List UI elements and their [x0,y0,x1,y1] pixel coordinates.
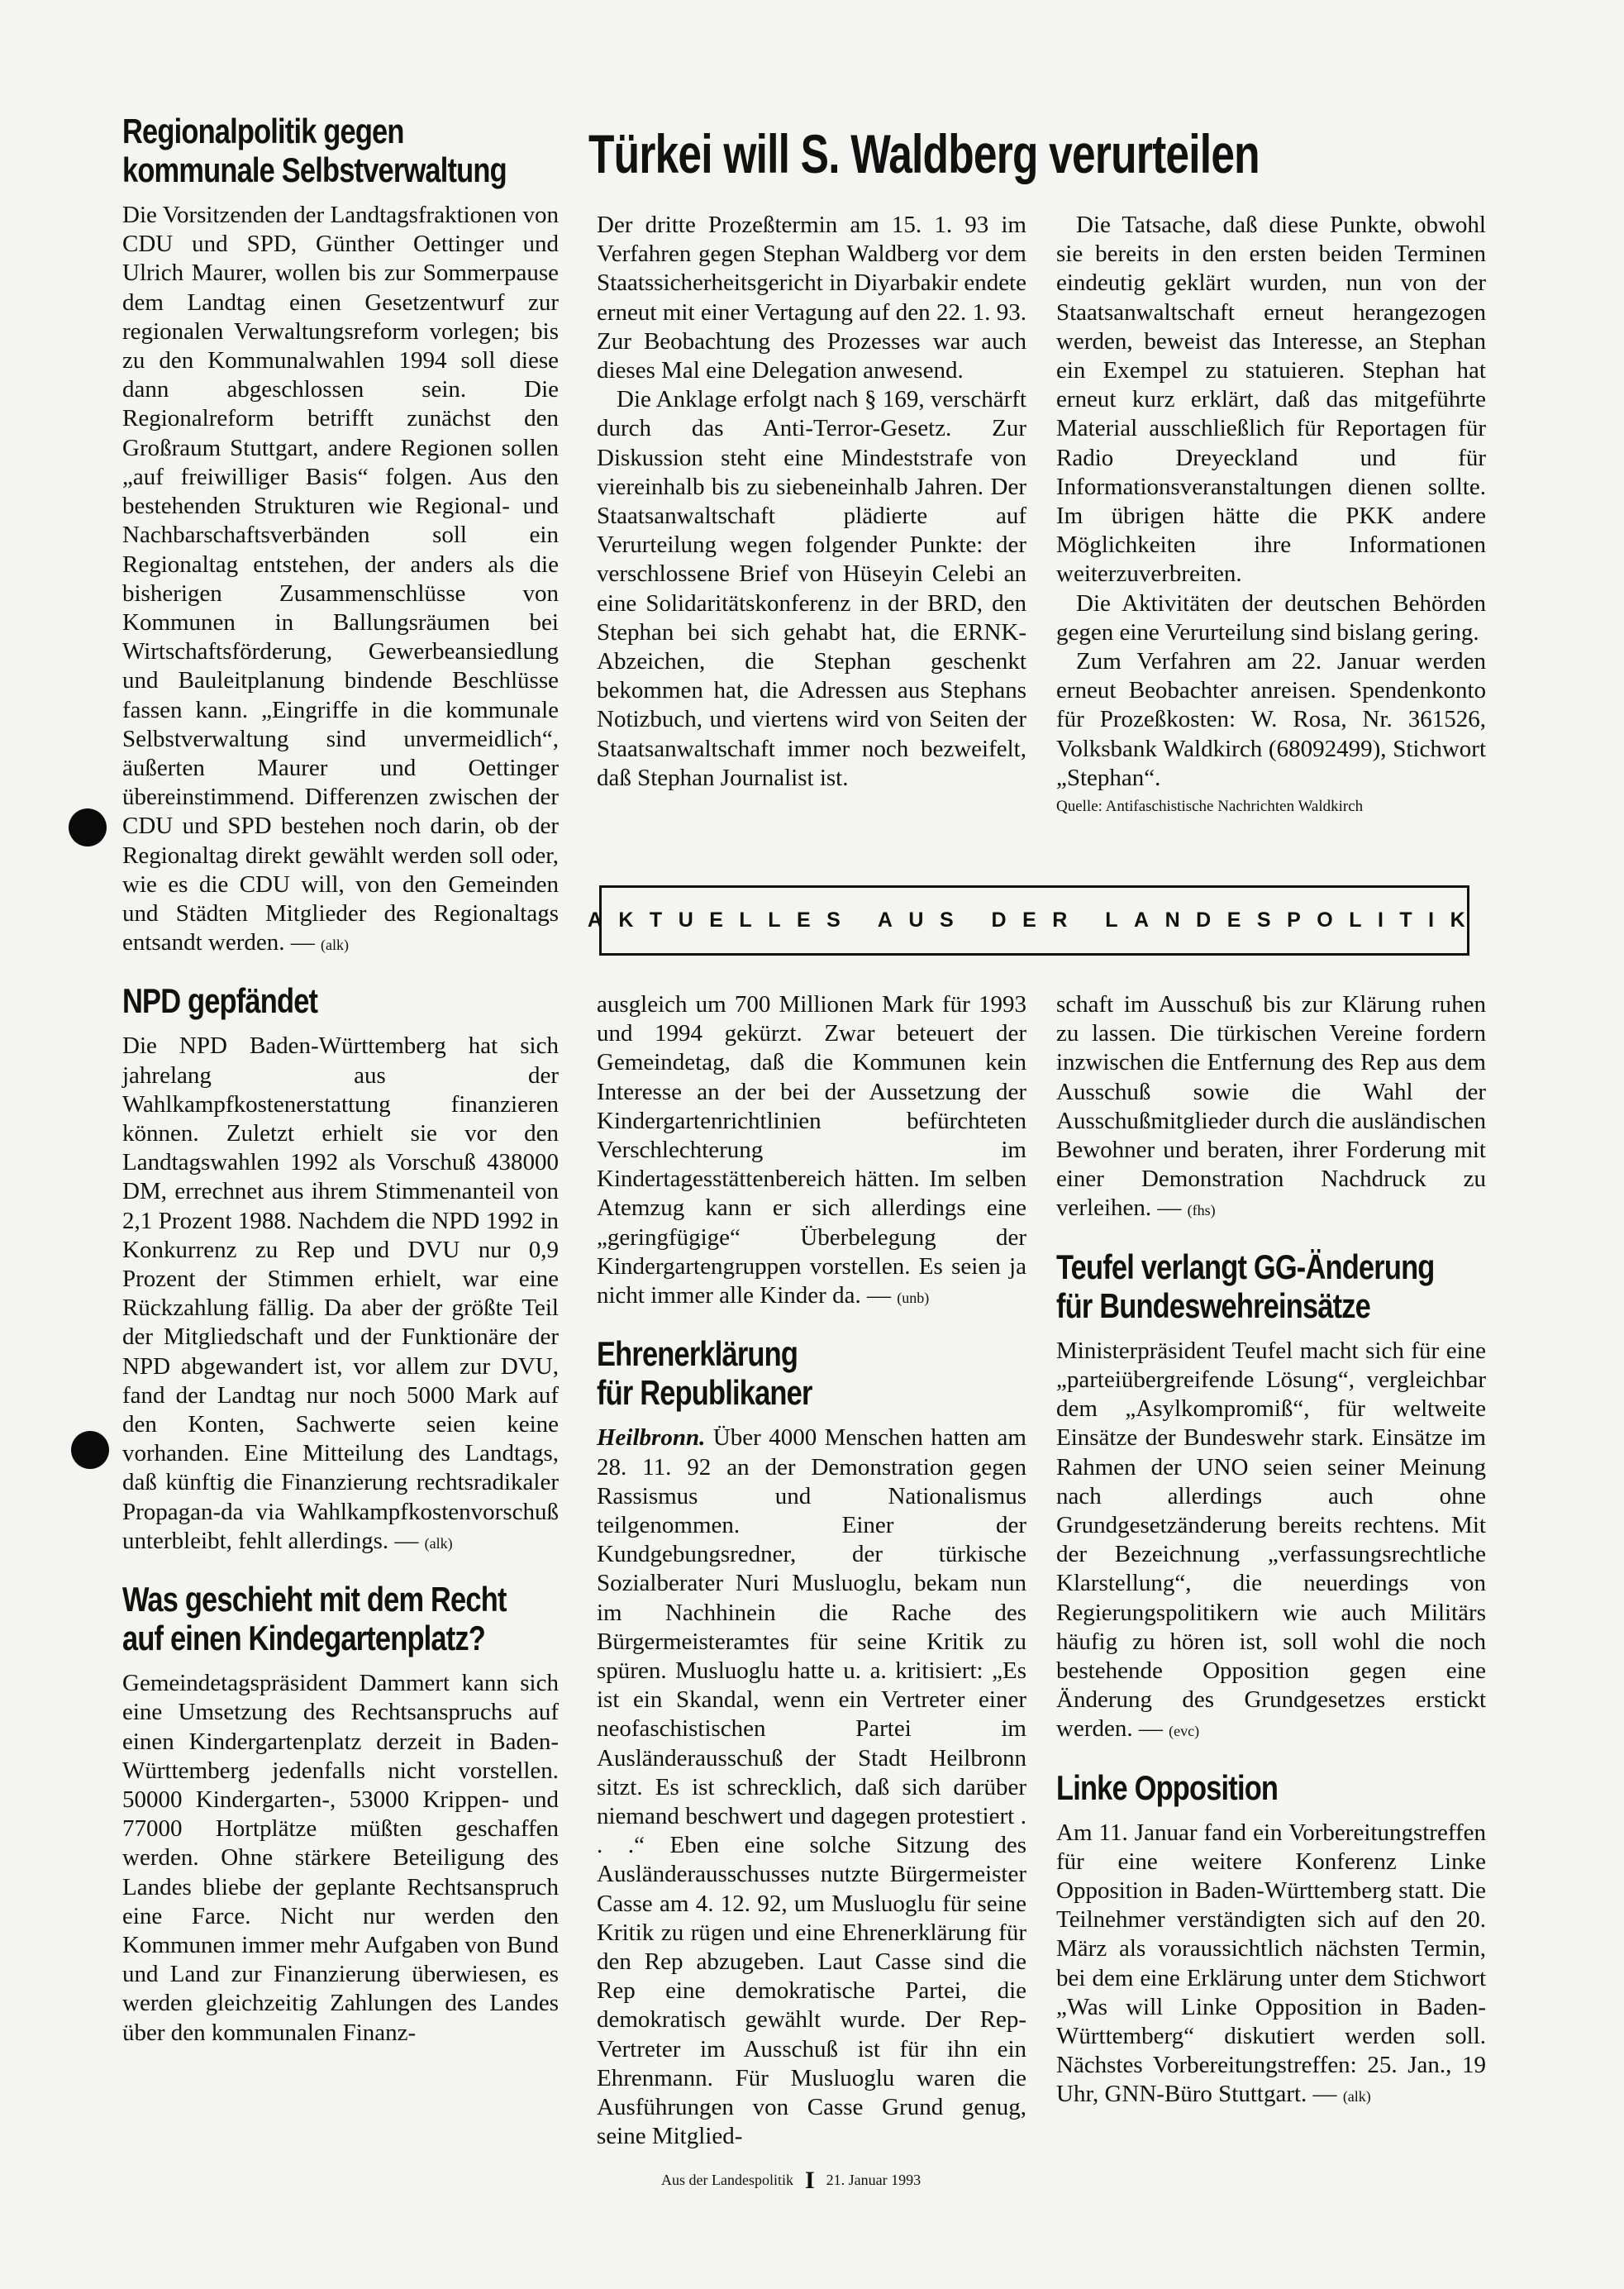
paragraph: Die Aktivitäten der deutschen Behörden gegen eine Verurteilung sind bislang gering. [1056,589,1486,646]
author-signature: (fhs) [1187,1202,1216,1219]
article-body [122,1669,559,2048]
author-signature: (evc) [1169,1723,1200,1740]
punch-hole [71,1431,109,1469]
author-signature: (alk) [1342,2088,1371,2105]
article-body [1056,1337,1486,1747]
paragraph: ausgleich um 700 Millionen Mark für 1993 und 1994 gekürzt. Zwar beteuert der Gemeindetag, daß die Kommunen kein Interesse an der bei der Aussetzung der Kindergartenrichtlinien befürchteten Verschlechterung im Kindertagesstättenbereich hätten. Im selben Atemzug kann er sich allerdings eine „geringfügige“ Überbelegung der Kindergartengruppen vorstellen. Es seien ja nicht immer alle Kinder da. — (unb) [597,991,1026,1309]
article-npd [122,981,559,1558]
headline-ehrenerklaerung: Ehrenerklärung für Republikaner [597,1334,812,1413]
paragraph: Die Anklage erfolgt nach § 169, verschärft durch das Anti-Terror-Gesetz. Zur Diskussion steht eine Mindeststrafe von viereinhalb bis zu siebeneinhalb Jahren. Der Staatsanwaltschaft plädierte auf Verurteilung wegen folgender Punkte: der verschlossene Brief von Hüseyin Celebi an eine Solidaritätskonferenz in der BRD, den Stephan bei sich gehabt hat, die ERNK-Abzeichen, die Stephan geschenkt bekommen hat, die Adressen aus Stephans Notizbuch, und viertens wird von Seiten der Staatsanwaltschaft immer noch bezweifelt, daß Stephan Journalist ist. [597,386,1026,791]
punch-hole [69,808,107,846]
headline-npd: NPD gepfändet [122,981,318,1021]
author-signature: (alk) [424,1534,453,1552]
author-signature: (alk) [321,937,349,954]
section-banner-label: AKTUELLES AUS DER LANDESPOLITIK [587,908,1482,932]
headline-regionalpolitik: Regionalpolitik gegen kommunale Selbstverwaltung [122,112,507,190]
article-ehrenerklaerung-continued [1056,990,1486,1226]
paragraph: Der dritte Prozeßtermin am 15. 1. 93 im Verfahren gegen Stephan Waldberg vor dem Staatssicherheitsgericht in Diyarbakir endete erneut mit einer Vertagung auf den 22. 1. 93. Zur Beobachtung des Prozesses war auch dieses Mal eine Delegation anwesend. [597,212,1026,384]
article-kindergarten [122,1580,559,2048]
column-middle-bottom [597,990,1026,2151]
footer-page-mark: I [804,2167,815,2194]
footer-date: 21. Januar 1993 [826,2172,922,2188]
article-ehrenerklaerung [597,1334,1026,2151]
article-linke-opposition [1056,1768,1486,2112]
paragraph: Ministerpräsident Teufel macht sich für eine „parteiübergreifende Lösung“, vergleichbar dem „Asylkompromiß“, für weltweite Einsätze der Bundeswehr stark. Einsätze im Rahmen der UNO seien seiner Meinung nach allerdings auch ohne Grundgesetzänderung bereits rechtens. Mit der Bezeichnung „verfassungsrechtliche Klarstellung“, die neuerdings von Regierungspolitikern wie auch Militärs häufig zu hören ist, soll wohl die noch bestehende Opposition gegen eine Änderung des Grundgesetzes erstickt werden. — (evc) [1056,1337,1486,1743]
headline-teufel: Teufel verlangt GG-Änderung für Bundeswehreinsätze [1056,1247,1435,1325]
headline-linke-opposition: Linke Opposition [1056,1767,1279,1807]
column-right-top [1056,211,1486,816]
paragraph: Am 11. Januar fand ein Vorbereitungstreffen für eine weitere Konferenz Linke Opposition in Baden-Württemberg statt. Die Teilnehmer verständigten sich auf den 20. März als voraussichtlich nächsten Termin, bei dem eine Erklärung unter dem Stichwort „Was will Linke Opposition in Baden-Württemberg“ diskutiert werden soll. Nächstes Vorbereitungstreffen: 25. Jan., 19 Uhr, GNN-Büro Stuttgart. — (alk) [1056,1819,1486,2108]
article-tuerkei-header [588,124,1498,197]
footer-section: Aus der Landespolitik [661,2172,793,2188]
article-body [122,1032,559,1558]
article-body [122,201,559,960]
headline-tuerkei: Türkei will S. Waldberg verurteilen [588,123,1260,184]
article-body [597,1423,1026,2151]
section-banner [587,885,1482,956]
page-footer [661,2167,992,2195]
author-signature: (unb) [897,1290,930,1307]
column-right-bottom [1056,990,1486,2112]
article-regionalpolitik [122,112,559,960]
paragraph: Zum Verfahren am 22. Januar werden erneut Beobachter anreisen. Spendenkonto für Prozeßkosten: W. Rosa, Nr. 361526, Volksbank Waldkirch (68092499), Stichwort „Stephan“. [1056,648,1486,791]
column-middle-top [597,211,1026,793]
paragraph: Die Vorsitzenden der Landtagsfraktionen von CDU und SPD, Günther Oettinger und Ulrich Maurer, wollen bis zur Sommerpause dem Landtag einen Gesetzentwurf zur regionalen Verwaltungsreform vorlegen; bis zu den Kommunalwahlen 1994 soll diese dann abgeschlossen sein. Die Regionalreform betrifft zunächst den Großraum Stuttgart, andere Regionen sollen „auf freiwilliger Basis“ folgen. Aus den bestehenden Strukturen wie Regional- und Nachbarschaftsverbänden soll ein Regionaltag entstehen, der anders als die bisherigen Zusammenschlüsse von Kommunen in Ballungsräumen bei Wirtschaftsförderung, Gewerbeansiedlung und Bauleitplanung bindende Beschlüsse fassen kann. „Eingriffe in die kommunale Selbstverwaltung sind unvermeidlich“, äußerten Maurer und Oettinger übereinstimmend. Differenzen zwischen der CDU und SPD bestehen noch darin, ob der Regionaltag direkt gewählt werden soll oder, wie es die CDU will, von den Gemeinden und Städten Mitglieder des Regionaltags entsandt werden. — (alk) [122,202,559,956]
headline-kindergarten: Was geschieht mit dem Recht auf einen Kindegartenplatz? [122,1580,507,1658]
paragraph: schaft im Ausschuß bis zur Klärung ruhen zu lassen. Die türkischen Vereine fordern inzwischen die Entfernung des Rep aus dem Ausschuß sowie die Wahl der Ausschußmitglieder durch die ausländischen Bewohner und beraten, ihrer Forderung mit einer Demonstration Nachdruck zu verleihen. — (fhs) [1056,991,1486,1222]
dateline-place: Heilbronn. [597,1424,706,1452]
article-body [1056,1819,1486,2112]
paragraph: Die Tatsache, daß diese Punkte, obwohl sie bereits in den ersten beiden Terminen eindeutig geklärt wurden, nun von der Staatsanwaltschaft erneut herangezogen werden, beweist das Interesse, an Stephan ein Exempel zu statuieren. Stephan hat erneut kurz erklärt, daß das mitgeführte Material ausschließlich für Reportagen für Radio Dreyeckland und für Informationsveranstaltungen dienen sollte. Im übrigen hätte die PKK andere Möglichkeiten ihre Informationen weiterzuverbreiten. [1056,212,1486,588]
paragraph: Gemeindetagspräsident Dammert kann sich eine Umsetzung des Rechtsanspruchs auf einen Kindergartenplatz derzeit in Baden-Württemberg jedenfalls nicht vorstellen. 50000 Kindergarten-, 53000 Krippen- und 77000 Hortplätze müßten geschaffen werden. Ohne stärkere Beteiligung des Landes bliebe der geplante Rechtsanspruch eine Farce. Nicht nur werden den Kommunen immer mehr Aufgaben von Bund und Land zur Finanzierung überwiesen, es werden gleichzeitig Zahlungen des Landes über den kommunalen Finanz- [122,1670,559,2046]
paragraph: Heilbronn. Über 4000 Menschen hatten am 28. 11. 92 an der Demonstration gegen Rassismus und Nationalismus teilgenommen. Einer der Kundgebungsredner, der türkische Sozialberater Nuri Musluoglu, bekam nun im Nachhinein die Rache des Bürgermeisteramtes für seine Kritik zu spüren. Musluoglu hatte u. a. kritisiert: „Es ist ein Skandal, wenn ein Vertreter einer neofaschistischen Partei im Ausländerausschuß der Stadt Heilbronn sitzt. Es ist schrecklich, daß sich darüber niemand beschwert und dagegen protestiert . . .“ Eben eine solche Sitzung des Ausländerausschusses nutzte Bürgermeister Casse am 4. 12. 92, um Musluoglu für seine Kritik zu rügen und eine Ehrenerklärung für den Rep abzugeben. Laut Casse sind die Rep eine demokratische Partei, die demokratisch gewählt wurde. Der Rep-Vertreter im Ausschuß ist für ihn ein Ehrenmann. Für Musluoglu waren die Ausführungen von Casse Grund genug, seine Mitglied- [597,1424,1026,2150]
article-teufel [1056,1247,1486,1747]
source-note: Quelle: Antifaschistische Nachrichten Waldkirch [1056,798,1364,816]
paragraph: Die NPD Baden-Württemberg hat sich jahrelang aus der Wahlkampfkostenerstattung finanzieren können. Zuletzt erhielt sie vor den Landtagswahlen 1992 als Vorschuß 438000 DM, errechnet aus ihrem Stimmenanteil von 2,1 Prozent 1988. Nachdem die NPD 1992 in Konkurrenz zu Rep und DVU nur 0,9 Prozent der Stimmen erhielt, war eine Rückzahlung fällig. Da aber der größte Teil der Mitgliedschaft und der Funktionäre der NPD abgewandert ist, vor allem zur DVU, fand der Landtag nur noch 5000 Mark auf den Konten, Sachwerte seien keine vorhanden. Eine Mitteilung des Landtags, daß künftig die Finanzierung rechtsradikaler Propagan-da via Wahlkampfkostenvorschuß unterbleibt, fehlt allerdings. — (alk) [122,1032,559,1554]
article-kindergarten-continued [597,990,1026,1313]
column-left [122,112,559,2048]
